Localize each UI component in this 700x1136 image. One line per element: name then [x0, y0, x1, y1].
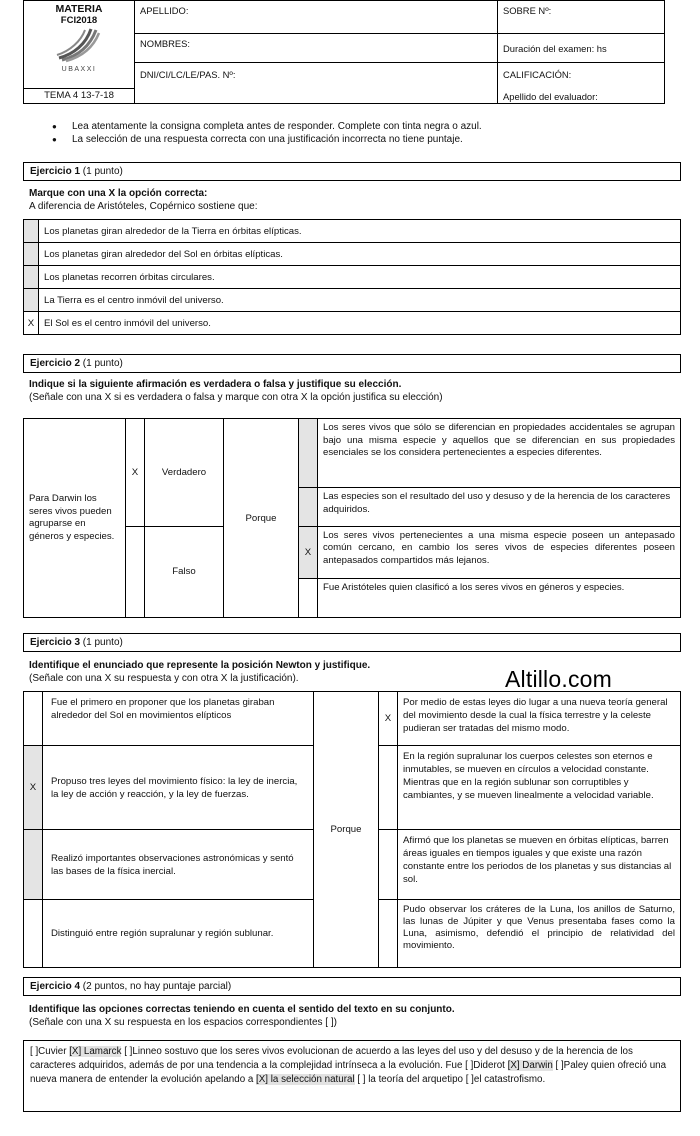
reason-text: Fue Aristóteles quien clasificó a los seres vivos en géneros y especies.	[318, 579, 681, 618]
statement-text: Fue el primero en proponer que los planetas giraban alrededor del Sol en movimientos elípticos	[43, 692, 314, 746]
exercise-title: Ejercicio 1	[30, 166, 81, 177]
option-mark[interactable]	[24, 220, 39, 243]
subject-code: FCI2018	[60, 15, 98, 26]
statement-mark[interactable]	[24, 692, 43, 746]
exercise-title: Ejercicio 3	[30, 637, 81, 648]
statement-mark[interactable]	[24, 830, 43, 900]
reason-text: En la región supralunar los cuerpos celestes son eternos e inmutables, se mueven en círculos a velocidad constante. Mientras que en la región sublunar son corruptibles y cambiantes, y se mueven linealmente a velocidad variable.	[398, 746, 681, 830]
reason-mark[interactable]	[299, 579, 318, 618]
reason-text: Por medio de estas leyes dio lugar a una nueva teoría general del movimiento desde la cual la física terrestre y la celeste pudieran ser tratadas del mismo modo.	[398, 692, 681, 746]
answer-darwin[interactable]: [X] Darwin	[507, 1060, 553, 1071]
university-logo	[24, 26, 134, 66]
because-label: Porque	[224, 419, 299, 618]
reason-mark[interactable]	[379, 830, 398, 900]
instruction-item: ● Lea atentamente la consigna completa antes de responder. Complete con tinta negra o azul.	[52, 121, 672, 134]
logo-text: UBAXXI	[61, 66, 97, 73]
false-label: Falso	[145, 526, 224, 617]
exercise-points: (1 punto)	[80, 637, 123, 648]
exercise-2-header	[23, 354, 681, 373]
option-text: La Tierra es el centro inmóvil del universo.	[39, 289, 681, 312]
statement-cell: Para Darwin los seres vivos pueden agruparse en géneros y especies.	[24, 419, 126, 618]
exercise-2-table	[23, 418, 681, 618]
exercise-1-instructions	[29, 187, 257, 213]
ubaxxi-logo-icon	[56, 26, 102, 64]
option-mark[interactable]	[24, 243, 39, 266]
reason-mark[interactable]	[299, 488, 318, 527]
option-text: Los planetas recorren órbitas circulares.	[39, 266, 681, 289]
option-mark[interactable]	[24, 289, 39, 312]
subject-label: MATERIA	[55, 3, 103, 15]
option-mark[interactable]: X	[24, 312, 39, 335]
exercise-instruction: Indique si la siguiente afirmación es verdadera o falsa y justifique su elección.	[29, 379, 402, 390]
true-label: Verdadero	[145, 419, 224, 527]
statement-mark[interactable]	[24, 900, 43, 968]
exercise-1-options	[23, 219, 681, 335]
reason-text: Los seres vivos pertenecientes a una misma especie poseen un antepasado común cercano, en cambio los seres vivos de especies diferentes poseen antepasados compartidos más lejanos.	[318, 526, 681, 579]
reason-text: Las especies son el resultado del uso y desuso y de la herencia de los caracteres adquiridos.	[318, 488, 681, 527]
exercise-note: (Señale con una X su respuesta y con otra X la justificación).	[29, 673, 299, 684]
exercise-note: (Señale con una X su respuesta en los espacios correspondientes [ ])	[29, 1017, 337, 1028]
reason-mark[interactable]	[299, 419, 318, 488]
option-text: Los planetas giran alrededor de la Tierra en órbitas elípticas.	[39, 220, 681, 243]
exercise-note: (Señale con una X si es verdadera o falsa y marque con otra X la opción justifica su elección)	[29, 392, 443, 403]
answer-natural-selection[interactable]: [X] la selección natural	[256, 1074, 355, 1085]
reason-text: Afirmó que los planetas se mueven en órbitas elípticas, barren áreas iguales en tiempos iguales y que existe una razón constante entre los periodos de los planetas y sus distancias al sol.	[398, 830, 681, 900]
id-document-field[interactable]: DNI/CI/LC/LE/PAS. Nº:	[135, 63, 498, 104]
exercise-1-header	[23, 162, 681, 181]
names-field[interactable]: NOMBRES:	[135, 34, 498, 63]
option-text: Los planetas giran alrededor del Sol en órbitas elípticas.	[39, 243, 681, 266]
exercise-4-header	[23, 977, 681, 996]
reason-mark[interactable]	[379, 900, 398, 968]
exercise-title: Ejercicio 2	[30, 358, 81, 369]
exercise-title: Ejercicio 4	[30, 981, 81, 992]
exercise-points: (1 punto)	[80, 166, 123, 177]
exercise-instruction: Marque con una X la opción correcta:	[29, 188, 208, 199]
reason-text: Pudo observar los cráteres de la Luna, los anillos de Saturno, las lunas de Júpiter y que Venus presentaba fases como la Luna, asimismo, defendió el principio de relatividad del movimiento.	[398, 900, 681, 968]
text-segment: [ ]Cuvier	[30, 1046, 70, 1057]
envelope-number-field[interactable]: SOBRE Nº:	[498, 1, 665, 34]
statement-text: Distinguió entre región supralunar y región sublunar.	[43, 900, 314, 968]
duration-field[interactable]: Duración del examen: hs	[498, 34, 665, 63]
reason-text: Los seres vivos que sólo se diferencian en propiedades accidentales se agrupan bajo una misma especie y aquellos que se diferencian en sus propiedades esenciales se los considera pertenecientes a especies diferentes.	[318, 419, 681, 488]
watermark: Altillo.com	[505, 666, 613, 692]
instructions-list	[52, 121, 672, 146]
because-label: Porque	[314, 692, 379, 968]
exercise-3-header	[23, 633, 681, 652]
statement-mark[interactable]: X	[24, 746, 43, 830]
exercise-instruction: Identifique las opciones correctas teniendo en cuenta el sentido del texto en su conjunto.	[29, 1004, 455, 1015]
grade-field[interactable]	[498, 63, 665, 104]
exercise-3-instructions	[29, 659, 370, 685]
option-mark[interactable]	[24, 266, 39, 289]
exercise-2-instructions	[29, 378, 443, 404]
surname-field[interactable]: APELLIDO:	[135, 1, 498, 34]
reason-mark[interactable]	[379, 746, 398, 830]
reason-mark[interactable]: X	[379, 692, 398, 746]
false-mark[interactable]	[126, 526, 145, 617]
exercise-prompt: A diferencia de Aristóteles, Copérnico sostiene que:	[29, 201, 258, 212]
text-segment: [ ] la teoría del arquetipo [ ]el catastrofismo.	[354, 1074, 546, 1085]
grade-label: CALIFICACIÓN:	[503, 69, 572, 80]
evaluator-label: Apellido del evaluador:	[503, 91, 598, 102]
exercise-points: (2 puntos, no hay puntaje parcial)	[80, 981, 232, 992]
exercise-4-text	[23, 1040, 681, 1112]
exercise-instruction: Identifique el enunciado que represente la posición Newton y justifique.	[29, 660, 371, 671]
option-text: El Sol es el centro inmóvil del universo.	[39, 312, 681, 335]
reason-mark[interactable]: X	[299, 526, 318, 579]
true-mark[interactable]: X	[126, 419, 145, 527]
exercise-points: (1 punto)	[80, 358, 123, 369]
divider	[23, 88, 134, 89]
exam-version: TEMA 4 13-7-18	[44, 90, 114, 101]
instruction-item: ● La selección de una respuesta correcta con una justificación incorrecta no tiene puntaje.	[52, 134, 672, 147]
statement-text: Propuso tres leyes del movimiento físico: la ley de inercia, la ley de acción y reacción, y la ley de fuerzas.	[43, 746, 314, 830]
exercise-4-instructions	[29, 1003, 455, 1029]
answer-lamarck[interactable]: [X] Lamarck	[69, 1046, 122, 1057]
statement-text: Realizó importantes observaciones astronómicas y sentó las bases de la física inercial.	[43, 830, 314, 900]
text-segment: [ ]Paley quien ofreció una nueva manera de entender la evolución apelando a	[30, 1060, 667, 1085]
exercise-3-table	[23, 691, 681, 968]
text-segment: [ ]Linneo sostuvo que los seres vivos evolucionan de acuerdo a las leyes del uso y del desuso y de la herencia de los caracteres adquiridos, además de por una tendencia a la complejidad intrínseca a la evolución. Fue [ ]Diderot	[30, 1046, 633, 1071]
